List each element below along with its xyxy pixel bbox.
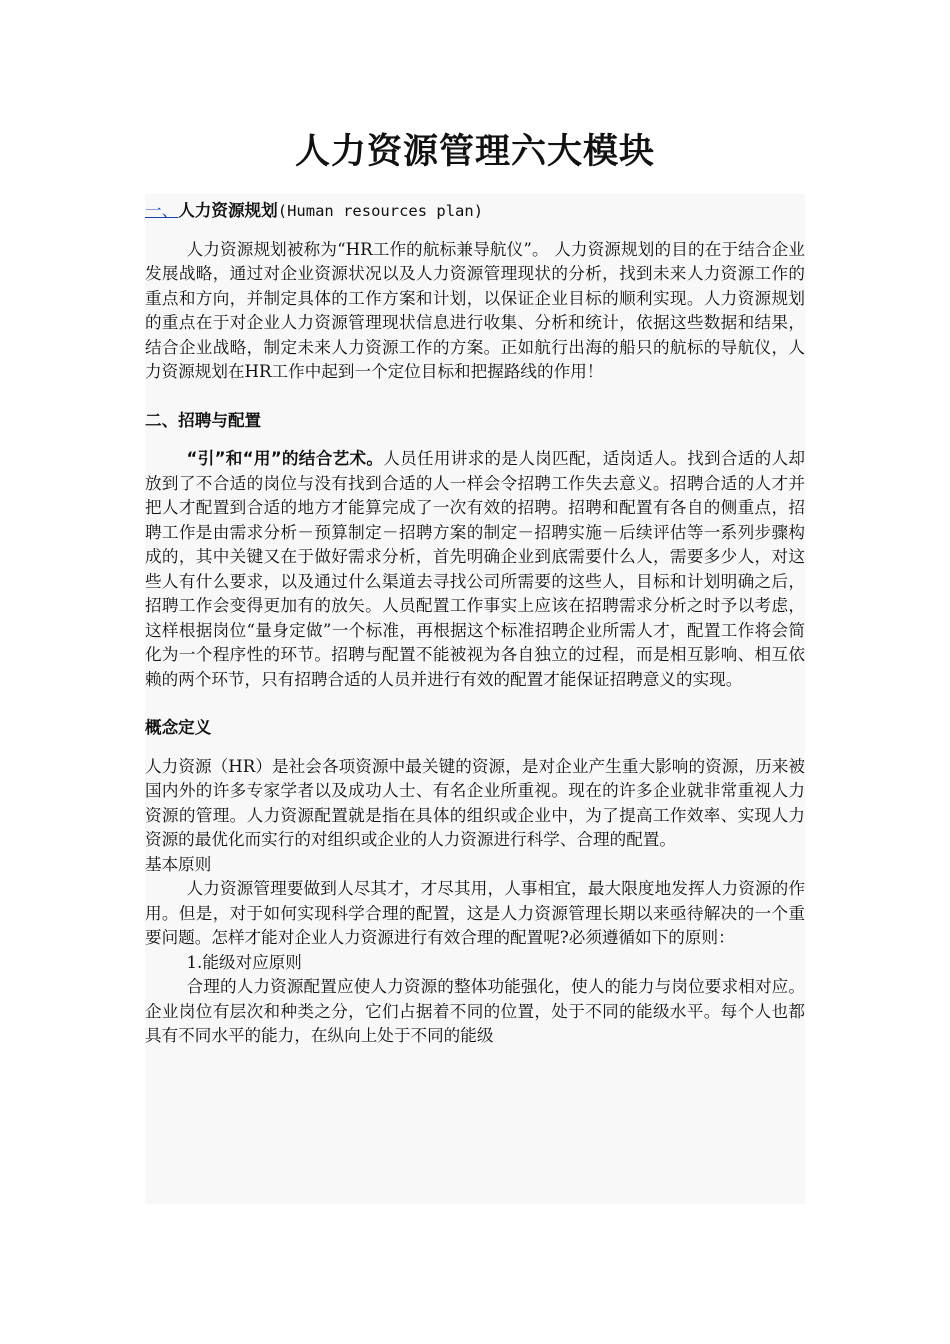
principle-item-1-title: 1.能级对应原则 [186, 952, 302, 972]
section1-number-link[interactable]: 一、 [145, 201, 179, 220]
document-title: 人力资源管理六大模块 [294, 132, 655, 172]
section1-heading-en: (Human resources plan) [277, 202, 484, 220]
section1-heading [145, 199, 805, 224]
concept-heading: 概念定义 [145, 718, 212, 737]
principles-paragraph: 人力资源管理要做到人尽其才，才尽其用，人事相宜，最大限度地发挥人力资源的作用。但是，对于如何实现科学合理的配置，这是人力资源管理长期以来亟待解决的一个重要问题。怎样才能对企业人力资源进行有效合理的配置呢?必须遵循如下的原则： [145, 879, 805, 947]
section1-heading-text: 人力资源规划 [178, 201, 278, 220]
concept-paragraph: 人力资源（HR）是社会各项资源中最关键的资源，是对企业产生重大影响的资源，历来被国内外的许多专家学者以及成功人士、有名企业所重视。现在的许多企业就非常重视人力资源的管理。人力资源配置就是指在具体的组织或企业中，为了提高工作效率、实现人力资源的最优化而实行的对组织或企业的人力资源进行科学、合理的配置。 [145, 756, 805, 849]
section2-heading: 二、招聘与配置 [145, 410, 262, 430]
document-body [145, 194, 805, 1204]
principle-item-1-text: 合理的人力资源配置应使人力资源的整体功能强化，使人的能力与岗位要求相对应。企业岗位有层次和种类之分，它们占据着不同的位置，处于不同的能级水平。每个人也都具有不同水平的能力，在纵向上处于不同的能级 [145, 977, 805, 1045]
principles-heading: 基本原则 [145, 854, 212, 874]
section1-paragraph: 人力资源规划被称为“HR工作的航标兼导航仪”。 人力资源规划的目的在于结合企业发展战略，通过对企业资源状况以及人力资源管理现状的分析，找到未来人力资源工作的重点和方向，并制定具体的工作方案和计划，以保证企业目标的顺利实现。人力资源规划的重点在于对企业人力资源管理现状信息进行收集、分析和统计，依据这些数据和结果，结合企业战略，制定未来人力资源工作的方案。正如航行出海的船只的航标的导航仪，人力资源规划在HR工作中起到一个定位目标和把握路线的作用！ [145, 239, 805, 381]
section2-paragraph: 人员任用讲求的是人岗匹配，适岗适人。找到合适的人却放到了不合适的岗位与没有找到合适的人一样会令招聘工作失去意义。招聘合适的人才并把人才配置到合适的地方才能算完成了一次有效的招聘。招聘和配置有各自的侧重点，招聘工作是由需求分析－预算制定－招聘方案的制定－招聘实施－后续评估等一系列步骤构成的，其中关键又在于做好需求分析，首先明确企业到底需要什么人，需要多少人，对这些人有什么要求，以及通过什么渠道去寻找公司所需要的这些人，目标和计划明确之后，招聘工作会变得更加有的放矢。人员配置工作事实上应该在招聘需求分析之时予以考虑，这样根据岗位“量身定做”一个标准，再根据这个标准招聘企业所需人才，配置工作将会简化为一个程序性的环节。招聘与配置不能被视为各自独立的过程，而是相互影响、相互依赖的两个环节，只有招聘合适的人员并进行有效的配置才能保证招聘意义的实现。 [145, 449, 805, 689]
section2-paragraph-wrapper [145, 447, 805, 692]
section2-lead: “引”和“用”的结合艺术。 [186, 449, 384, 468]
